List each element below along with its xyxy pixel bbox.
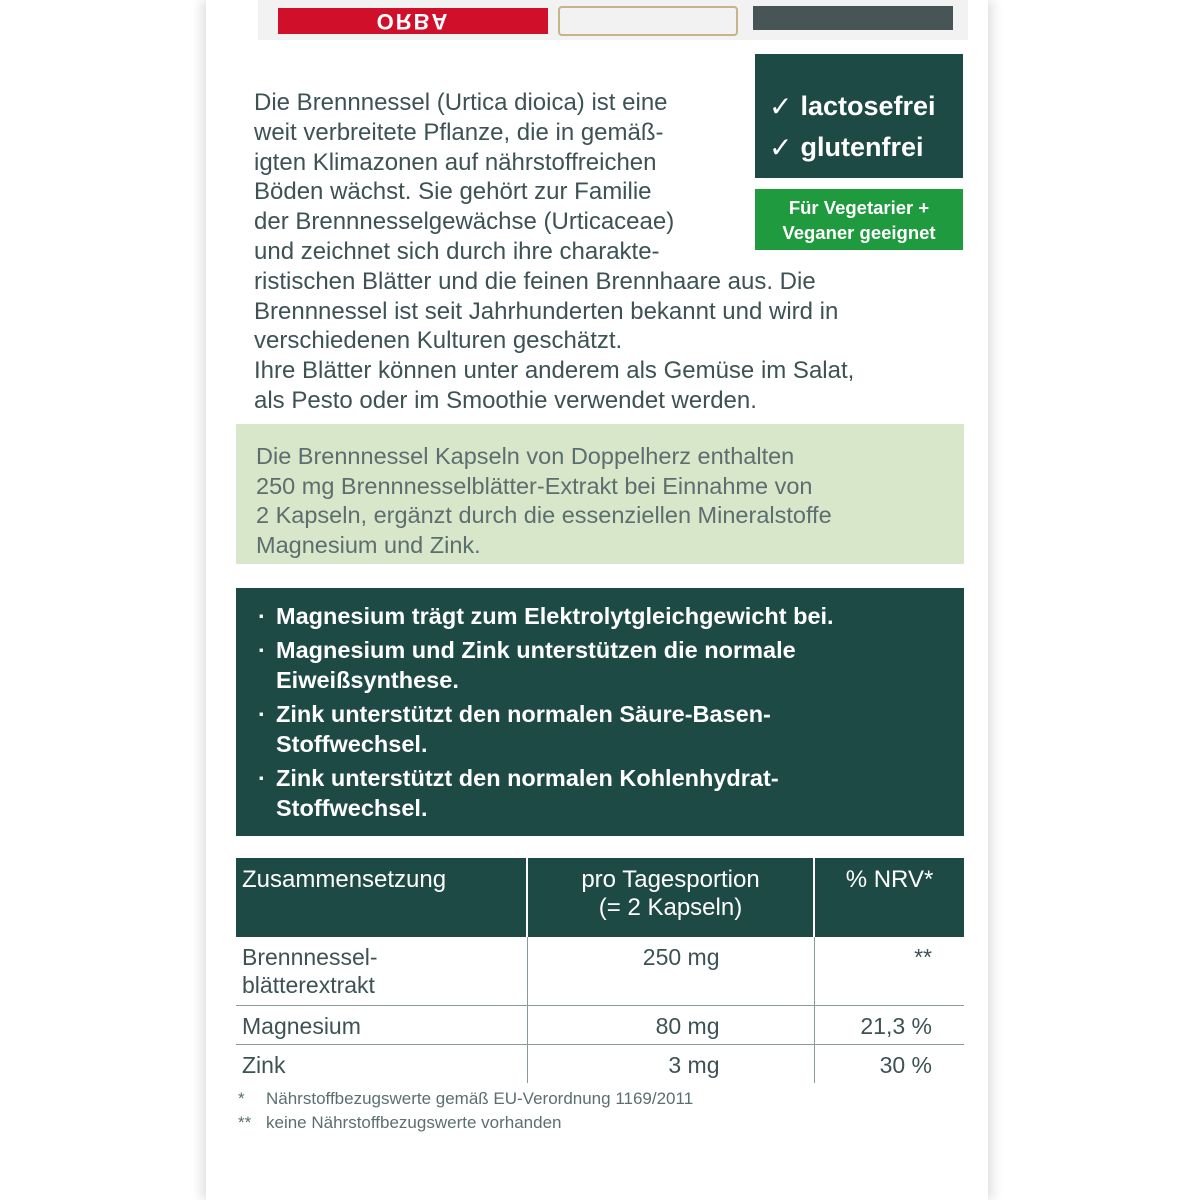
- cell-amount: 80 mg: [527, 1006, 814, 1045]
- cell-nrv: **: [814, 937, 964, 1006]
- cell-nrv: 30 %: [814, 1045, 964, 1084]
- table-row: [236, 937, 964, 1006]
- cell-amount: 3 mg: [527, 1045, 814, 1084]
- claim-text: Zink unterstützt den normalen Säure-Basen- Stoffwechsel.: [276, 701, 771, 757]
- header-nrv: % NRV*: [814, 858, 964, 937]
- claim-item: [258, 601, 964, 631]
- cell-nrv: 21,3 %: [814, 1006, 964, 1045]
- lactose-free-row: [769, 86, 963, 127]
- cell-ingredient: Magnesium: [236, 1006, 527, 1045]
- footnotes: [238, 1087, 938, 1135]
- claim-text: Zink unterstützt den normalen Kohlenhydrat- Stoffwechsel.: [276, 765, 779, 821]
- footnote-text: Nährstoffbezugswerte gemäß EU-Verordnung 1169/2011: [266, 1089, 694, 1108]
- claim-item: [258, 699, 964, 759]
- footnote: [238, 1111, 938, 1135]
- gluten-free-label: glutenfrei: [800, 132, 924, 162]
- table-header-row: [236, 858, 964, 937]
- header-daily-portion: [527, 858, 814, 937]
- footnote-mark: *: [238, 1089, 245, 1108]
- nutrition-table: [236, 858, 964, 1083]
- brand-band: ORBA: [278, 8, 548, 34]
- cell-ingredient: Zink: [242, 1052, 286, 1078]
- gluten-free-row: [769, 127, 963, 168]
- bullet-icon: ·: [258, 637, 266, 663]
- bullet-icon: ·: [258, 765, 266, 791]
- highlight-box: [236, 424, 964, 564]
- claim-item: [258, 635, 964, 695]
- footnote: [238, 1087, 938, 1111]
- table-row: [236, 1045, 964, 1084]
- check-icon: ✓: [769, 91, 793, 122]
- lactose-free-label: lactosefrei: [800, 91, 936, 121]
- highlight-text: Die Brennnessel Kapseln von Doppelherz enthalten 250 mg Brennnesselblätter-Extrakt bei Einnahme von 2 Kapseln, ergänzt durch die essenziellen Mineralstoffe Magnesium und Zink.: [256, 443, 832, 558]
- claim-text: Magnesium und Zink unterstützen die normale Eiweißsynthese.: [276, 637, 796, 693]
- logo-frame: [558, 6, 738, 36]
- cell-ingredient: [236, 937, 527, 1006]
- claim-item: [258, 763, 964, 823]
- vegan-badge: Für Vegetarier + Veganer geeignet: [755, 189, 963, 250]
- top-flap: [258, 0, 968, 40]
- bullet-icon: ·: [258, 701, 266, 727]
- footnote-text: keine Nährstoffbezugswerte vorhanden: [266, 1113, 562, 1132]
- intro-paragraph: Die Brennnessel (Urtica dioica) ist eine weit verbreitete Pflanze, die in gemäß- igten Klimazonen auf nährstoffreichen Böden wächst. Sie gehört zur Familie der Brennnesselgewächse (Urticaceae) und zeichnet sich durch ihre charakte- ristischen Blätter und die feinen Brennhaare aus. Die Brennnessel ist seit Jahrhunderten bekannt und wird in verschiedenen Kulturen geschätzt. Ihre Blätter können unter anderem als Gemüse im Salat, als Pesto oder im Smoothie verwendet werden.: [254, 89, 855, 414]
- bullet-icon: ·: [258, 603, 266, 629]
- health-claims-box: [236, 588, 964, 836]
- flap-dark-text-band: [753, 6, 953, 30]
- check-icon: ✓: [769, 132, 793, 163]
- claim-text: Magnesium trägt zum Elektrolytgleichgewicht bei.: [276, 603, 834, 629]
- dietary-badge: [755, 54, 963, 178]
- header-daily-portion-text: pro Tagesportion (= 2 Kapseln): [581, 866, 760, 921]
- table-row: [236, 1006, 964, 1045]
- footnote-mark: **: [238, 1113, 252, 1132]
- header-composition: Zusammensetzung: [236, 858, 527, 937]
- cell-amount: 250 mg: [527, 937, 814, 1006]
- ingredient-name: Brennnessel- blätterextrakt: [242, 944, 378, 998]
